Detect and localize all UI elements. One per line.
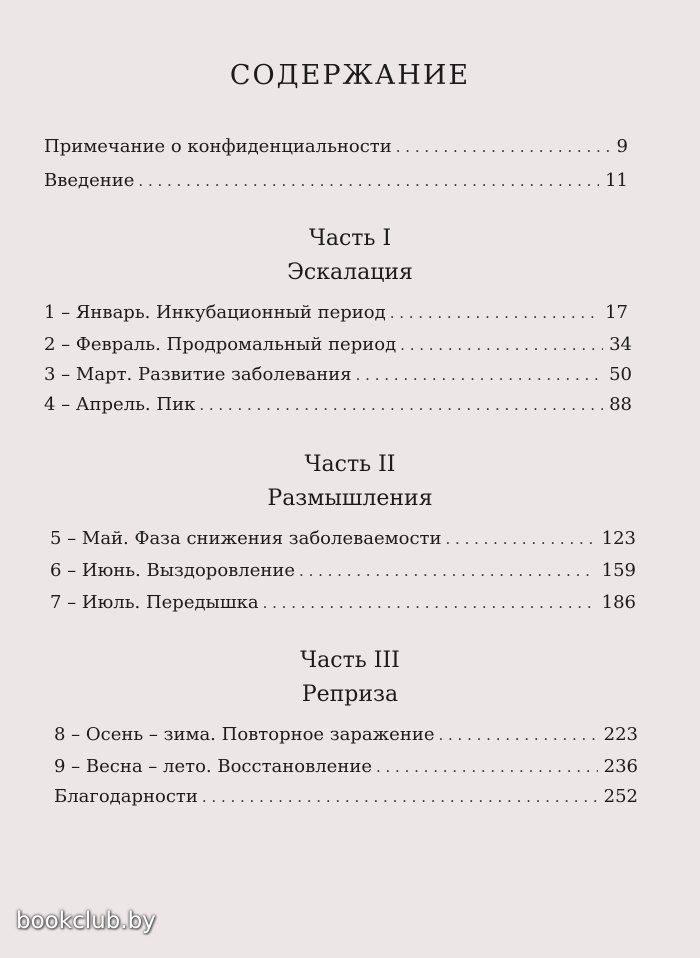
toc-page-number: 11 bbox=[605, 170, 628, 191]
toc-entry[interactable] bbox=[0, 724, 700, 754]
dot-leader bbox=[263, 594, 596, 612]
toc-entry[interactable] bbox=[0, 136, 700, 166]
toc-entry[interactable] bbox=[0, 786, 700, 816]
dot-leader bbox=[199, 396, 603, 414]
toc-page-number: 123 bbox=[601, 528, 636, 549]
toc-entry[interactable] bbox=[0, 528, 700, 558]
toc-page-number: 252 bbox=[603, 786, 638, 807]
toc-page-number: 17 bbox=[605, 302, 628, 323]
toc-entry[interactable] bbox=[0, 364, 700, 394]
dot-leader bbox=[438, 726, 597, 744]
page-title: СОДЕРЖАНИЕ bbox=[229, 60, 471, 91]
toc-page-number: 159 bbox=[601, 560, 636, 581]
toc-entry-title: Благодарности bbox=[54, 786, 198, 807]
toc-page-number: 34 bbox=[609, 334, 632, 355]
toc-entry-title: 1 – Январь. Инкубационный период bbox=[44, 302, 386, 323]
dot-leader bbox=[390, 304, 599, 322]
toc-entry-title: 8 – Осень – зима. Повторное заражение bbox=[54, 724, 435, 745]
toc-entry-title: 6 – Июнь. Выздоровление bbox=[50, 560, 296, 581]
toc-entry-title: Введение bbox=[44, 170, 135, 191]
toc-entry-title: 3 – Март. Развитие заболевания bbox=[44, 364, 352, 385]
part-name: Реприза bbox=[301, 682, 399, 707]
part-name: Размышления bbox=[267, 486, 433, 511]
toc-entry-title: 5 – Май. Фаза снижения заболеваемости bbox=[50, 528, 442, 549]
toc-entry-title: Примечание о конфиденциальности bbox=[44, 136, 392, 157]
toc-entry[interactable] bbox=[0, 394, 700, 424]
site-watermark: bookclub.by bbox=[16, 908, 156, 934]
dot-leader bbox=[396, 138, 611, 156]
toc-page-number: 9 bbox=[616, 136, 628, 157]
dot-leader bbox=[356, 366, 603, 384]
part-label: Часть I bbox=[308, 226, 392, 251]
dot-leader bbox=[446, 530, 596, 548]
toc-entry-title: 2 – Февраль. Продромальный период bbox=[44, 334, 397, 355]
part-name: Эскалация bbox=[287, 260, 413, 285]
part-label: Часть II bbox=[304, 452, 396, 477]
toc-page-number: 223 bbox=[603, 724, 638, 745]
toc-page-number: 88 bbox=[609, 394, 632, 415]
toc-entry[interactable] bbox=[0, 560, 700, 590]
toc-entry[interactable] bbox=[0, 592, 700, 622]
toc-entry-title: 4 – Апрель. Пик bbox=[44, 394, 196, 415]
toc-entry[interactable] bbox=[0, 302, 700, 332]
toc-entry[interactable] bbox=[0, 756, 700, 786]
toc-page-number: 50 bbox=[609, 364, 632, 385]
toc-entry[interactable] bbox=[0, 170, 700, 200]
part-label: Часть III bbox=[300, 648, 400, 673]
dot-leader bbox=[138, 172, 599, 190]
dot-leader bbox=[299, 562, 596, 580]
dot-leader bbox=[400, 336, 603, 354]
dot-leader bbox=[202, 788, 598, 806]
dot-leader bbox=[376, 758, 598, 776]
toc-entry[interactable] bbox=[0, 334, 700, 364]
toc-entry-title: 7 – Июль. Передышка bbox=[50, 592, 259, 613]
toc-entry-title: 9 – Весна – лето. Восстановление bbox=[54, 756, 372, 777]
toc-page-number: 186 bbox=[601, 592, 636, 613]
toc-page-number: 236 bbox=[603, 756, 638, 777]
